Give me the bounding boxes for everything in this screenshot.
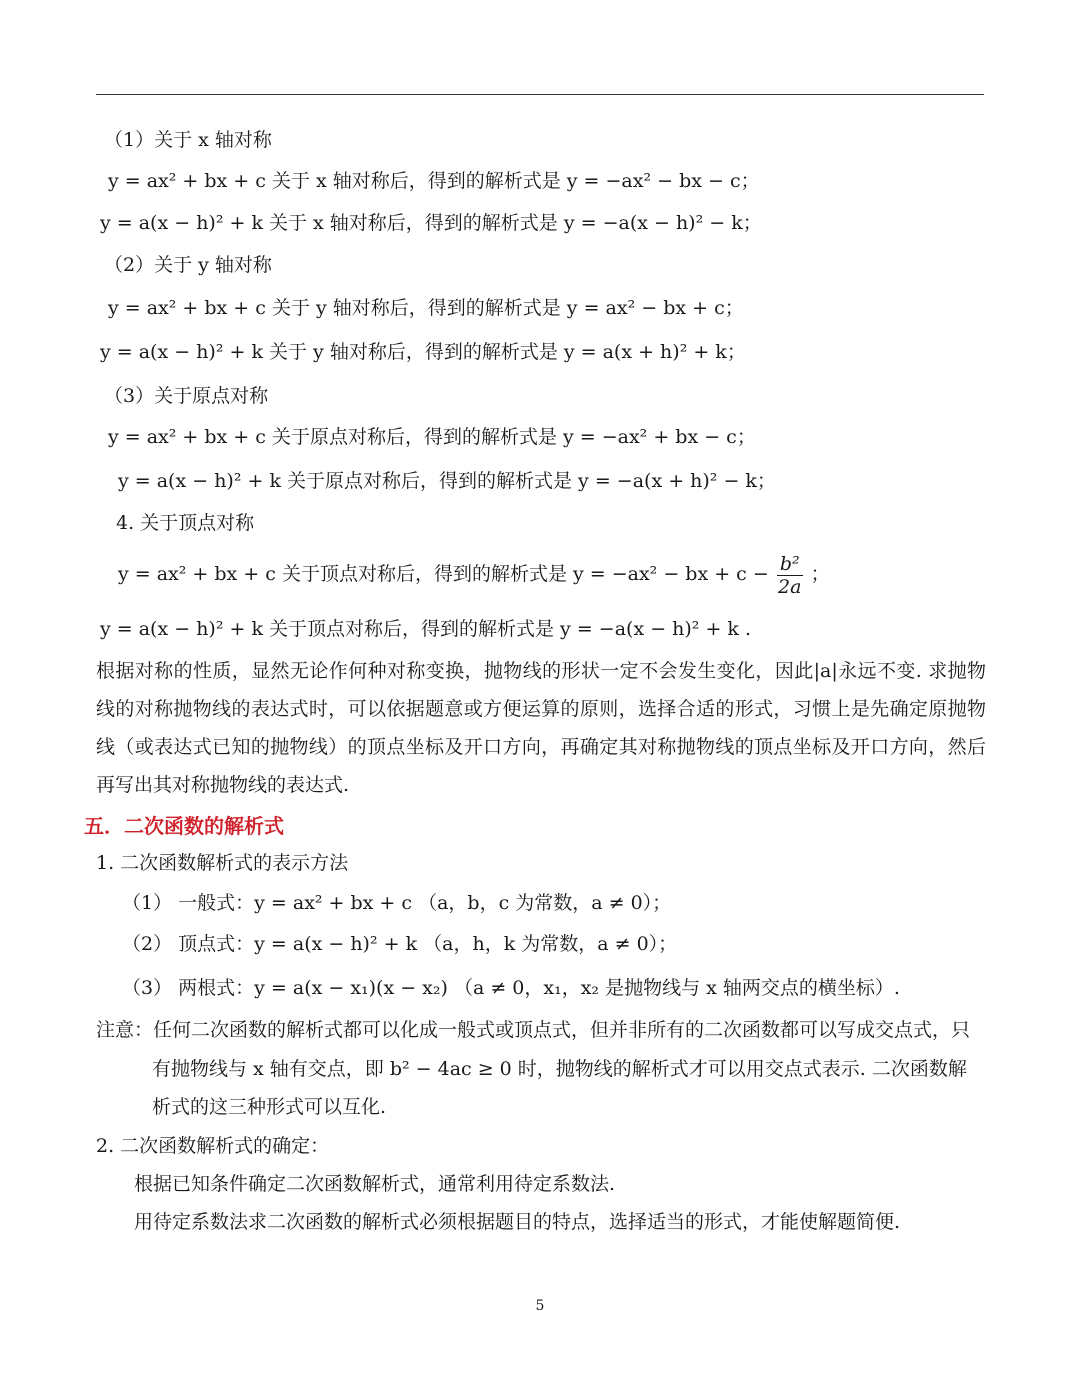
subsection-title: 2. 二次函数解析式的确定： xyxy=(96,1135,330,1157)
formula-line: y = ax² + bx + c 关于 y 轴对称后，得到的解析式是 y = ax² − bx + c； xyxy=(108,297,744,319)
section-1-title: （1）关于 x 轴对称 xyxy=(104,129,272,151)
summary-paragraph: 根据对称的性质，显然无论作何种对称变换，抛物线的形状一定不会发生变化，因此|a|永远不变. 求抛物线的对称抛物线的表达式时，可以依据题意或方便运算的原则，选择合适的形式，习惯上是先确定原抛物线（或表达式已知的抛物线）的顶点坐标及开口方向，再确定其对称抛物线的顶点坐标及开口方向，然后再写出其对称抛物线的表达式. xyxy=(96,660,986,796)
header-rule xyxy=(96,94,984,95)
page-number: 5 xyxy=(535,1298,545,1314)
formula-text: y = ax² + bx + c 关于顶点对称后，得到的解析式是 y = −ax² − bx + c − xyxy=(118,563,769,585)
form-roots: （3） 两根式：y = a(x − x₁)(x − x₂) （a ≠ 0，x₁，x₂ 是抛物线与 x 轴两交点的横坐标）. xyxy=(122,977,900,999)
formula-line: y = a(x − h)² + k 关于原点对称后，得到的解析式是 y = −a(x + h)² − k； xyxy=(118,470,776,492)
form-general: （1） 一般式：y = ax² + bx + c （a，b，c 为常数，a ≠ 0）； xyxy=(122,892,672,914)
formula-line: y = a(x − h)² + k 关于 x 轴对称后，得到的解析式是 y = −a(x − h)² − k； xyxy=(100,212,762,234)
section-3-title: （3）关于原点对称 xyxy=(104,385,269,407)
fraction-denominator: 2a xyxy=(778,575,802,598)
formula-line: y = ax² + bx + c 关于原点对称后，得到的解析式是 y = −ax² + bx − c； xyxy=(108,426,756,448)
paragraph: 根据已知条件确定二次函数解析式，通常利用待定系数法. xyxy=(134,1173,616,1195)
subsection-title: 1. 二次函数解析式的表示方法 xyxy=(96,852,349,874)
formula-line-fraction xyxy=(118,550,830,598)
formula-line: y = a(x − h)² + k 关于 y 轴对称后，得到的解析式是 y = a(x + h)² + k； xyxy=(100,341,746,363)
fraction xyxy=(777,553,803,598)
formula-line: y = a(x − h)² + k 关于顶点对称后，得到的解析式是 y = −a(x − h)² + k . xyxy=(100,618,752,640)
paragraph: 用待定系数法求二次函数的解析式必须根据题目的特点，选择适当的形式，才能使解题简便. xyxy=(134,1211,901,1233)
formula-line: y = ax² + bx + c 关于 x 轴对称后，得到的解析式是 y = −ax² − bx − c； xyxy=(108,170,760,192)
section-2-title: （2）关于 y 轴对称 xyxy=(104,254,272,276)
section-heading: 五．二次函数的解析式 xyxy=(84,814,284,838)
note-continuation: 有抛物线与 x 轴有交点，即 b² − 4ac ≥ 0 时，抛物线的解析式才可以用交点式表示. 二次函数解析式的这三种形式可以互化. xyxy=(152,1058,967,1118)
section-4-title: 4. 关于顶点对称 xyxy=(116,512,255,534)
form-vertex: （2） 顶点式：y = a(x − h)² + k （a，h，k 为常数，a ≠ 0）； xyxy=(122,933,678,955)
note-first-line: 注意：任何二次函数的解析式都可以化成一般式或顶点式，但并非所有的二次函数都可以写成交点式，只 xyxy=(96,1019,971,1041)
fraction-numerator: b² xyxy=(777,553,803,576)
formula-text: ； xyxy=(810,563,830,585)
